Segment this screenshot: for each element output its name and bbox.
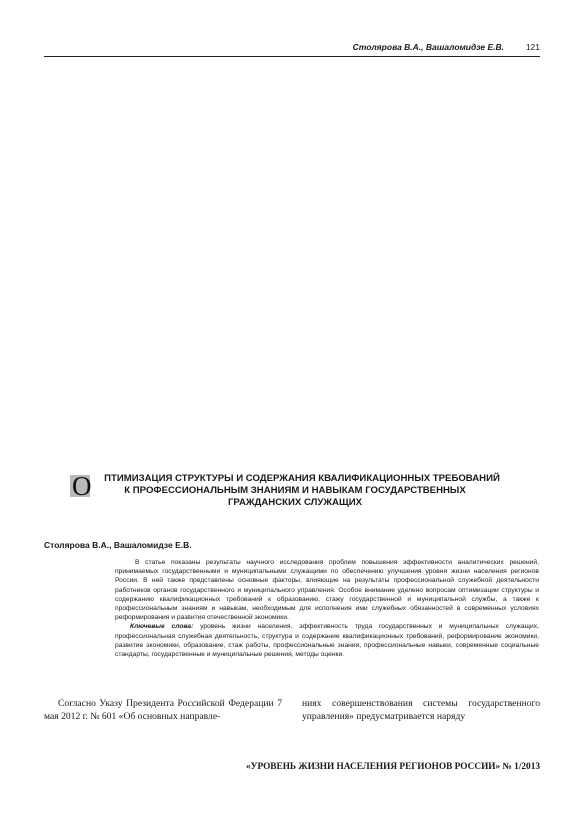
body-left-column: Согласно Указу Президента Российской Федерации 7 мая 2012 г. № 601 «Об основных направле- — [44, 698, 282, 722]
drop-cap-background — [70, 471, 92, 501]
title-line-1: ПТИМИЗАЦИЯ СТРУКТУРЫ И СОДЕРЖАНИЯ КВАЛИФИКАЦИОННЫХ ТРЕБОВАНИЙ — [104, 473, 500, 484]
abstract-text: В статье показаны результаты научного исследования проблем повышения эффективности аналитических решений, принимаемых государственными и муниципальными служащими по обеспечению улучшения уровня жизни населения регионов России. В ней также представлены основные факторы, влияющие на результаты профессиональной служебной деятельности работников органов государственного и муниципального управления. Особое внимание уделено вопросам оптимизации структуры и содержанию квалификационных требований к образованию, стажу государственной и муниципальной службы, а также к профессиональным знаниям и навыкам, необходимым для исполнения ими служебных обязанностей в современных условиях реформирования и развития отечественной экономики. — [115, 559, 539, 622]
byline: Столярова В.А., Вашаломидзе Е.В. — [44, 540, 192, 550]
title-line-2: К ПРОФЕССИОНАЛЬНЫМ ЗНАНИЯМ И НАВЫКАМ ГОСУДАРСТВЕННЫХ — [124, 485, 466, 496]
page-number: 121 — [525, 42, 540, 52]
journal-footer: «УРОВЕНЬ ЖИЗНИ НАСЕЛЕНИЯ РЕГИОНОВ РОССИИ» № 1/2013 — [245, 762, 540, 772]
keywords-text: уровень жизни населения, эффективность труда государственных и муниципальных служащих, профессиональная служебная деятельность, структура и содержание квалификационных требований, реформирование экономики, развитие экономики, образование, стаж работы, профессиональные знания, профессиональные навыки, современные социальные стандарты, государственные и муниципальные решения, методы оценки. — [115, 623, 539, 659]
body-right-column: ниях совершенствования системы государственного управления» предусматривается наряду — [302, 698, 540, 722]
article-title — [70, 473, 520, 509]
keywords-paragraph — [115, 622, 539, 659]
drop-cap-letter: О — [72, 471, 92, 501]
keywords-label: Ключевые слова: — [130, 623, 194, 631]
abstract — [115, 558, 539, 659]
running-head-authors: Столярова В.А., Вашаломидзе Е.В. — [352, 42, 504, 52]
body-text — [44, 697, 540, 731]
running-head — [44, 40, 540, 57]
title-line-3: ГРАЖДАНСКИХ СЛУЖАЩИХ — [227, 497, 363, 508]
